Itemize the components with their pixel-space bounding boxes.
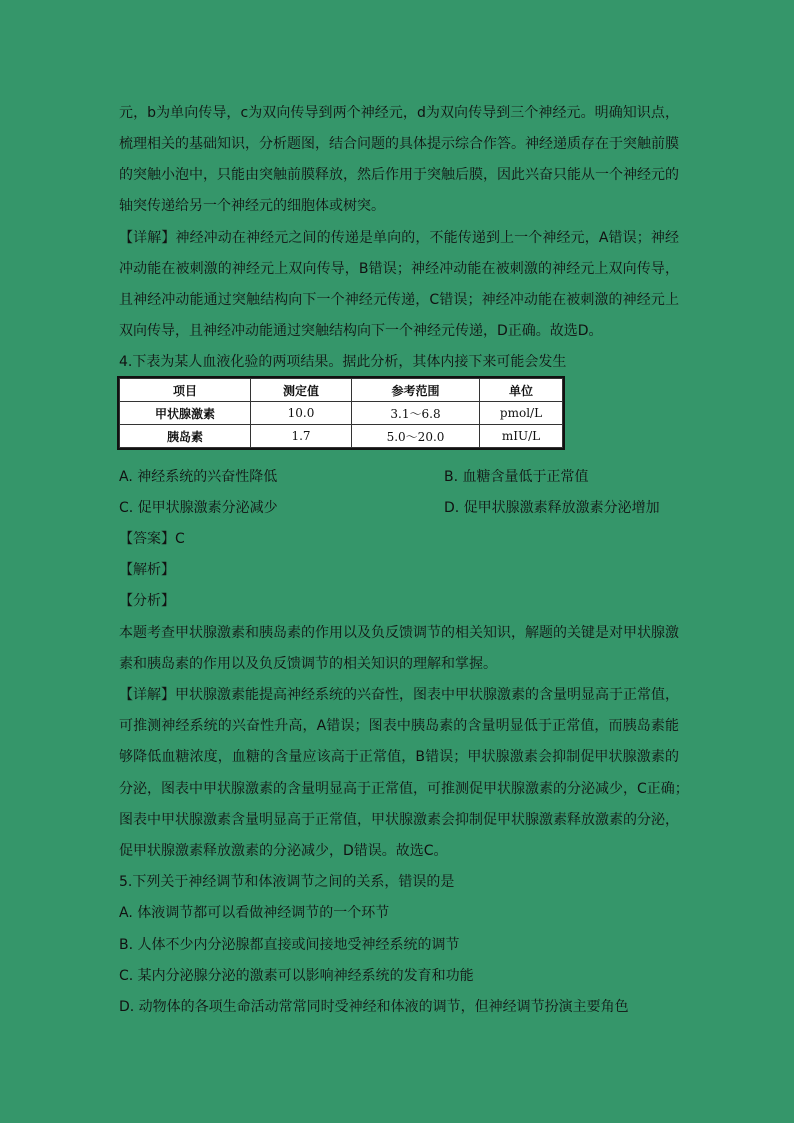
- text-line: 且神经冲动能通过突触结构向下一个神经元传递，C错误；神经冲动能在被刺激的神经元上: [119, 292, 679, 308]
- text-line: 促甲状腺激素释放激素的分泌减少，D错误。故选C。: [119, 843, 448, 859]
- table-header: 项目: [120, 379, 251, 402]
- table-cell: 3.1～6.8: [352, 402, 480, 425]
- text-line: 可推测神经系统的兴奋性升高，A错误；图表中胰岛素的含量明显低于正常值，而胰岛素能: [119, 718, 679, 734]
- option-c: C. 某内分泌腺分泌的激素可以影响神经系统的发育和功能: [119, 968, 474, 984]
- text-line: 素和胰岛素的作用以及负反馈调节的相关知识的理解和掌握。: [119, 656, 497, 672]
- text-line: 冲动能在被刺激的神经元上双向传导，B错误；神经冲动能在被刺激的神经元上双向传导，: [119, 261, 679, 277]
- table-row: [120, 402, 563, 425]
- option-c: C. 促甲状腺激素分泌减少: [119, 500, 278, 516]
- text-line: 双向传导，且神经冲动能通过突触结构向下一个神经元传递，D正确。故选D。: [119, 323, 603, 339]
- text-line: 分泌，图表中甲状腺激素的含量明显高于正常值，可推测促甲状腺激素的分泌减少，C正确；: [119, 781, 689, 797]
- table-header: 参考范围: [352, 379, 480, 402]
- fenxi-label: 【分析】: [119, 593, 175, 609]
- answer-label: 【答案】C: [119, 531, 185, 547]
- table-cell: pmol/L: [480, 402, 563, 425]
- option-b: B. 血糖含量低于正常值: [444, 469, 589, 485]
- table-cell: 胰岛素: [120, 425, 251, 448]
- text-line: 够降低血糖浓度，血糖的含量应该高于正常值，B错误；甲状腺激素会抑制促甲状腺激素的: [119, 749, 679, 765]
- text-line: 梳理相关的基础知识，分析题图，结合问题的具体提示综合作答。神经递质存在于突触前膜: [119, 136, 679, 152]
- option-b: B. 人体不少内分泌腺都直接或间接地受神经系统的调节: [119, 937, 460, 953]
- table-cell: 甲状腺激素: [120, 402, 251, 425]
- table-header: 测定值: [251, 379, 352, 402]
- option-d: D. 促甲状腺激素释放激素分泌增加: [444, 500, 660, 516]
- text-line: 本题考查甲状腺激素和胰岛素的作用以及负反馈调节的相关知识，解题的关键是对甲状腺激: [119, 625, 679, 641]
- option-d: D. 动物体的各项生命活动常常同时受神经和体液的调节，但神经调节扮演主要角色: [119, 999, 629, 1015]
- text-line: 的突触小泡中，只能由突触前膜释放，然后作用于突触后膜，因此兴奋只能从一个神经元的: [119, 167, 679, 183]
- text-line: 元，b为单向传导，c为双向传导到两个神经元，d为双向传导到三个神经元。明确知识点，: [119, 105, 679, 121]
- text-line: 【详解】甲状腺激素能提高神经系统的兴奋性，图表中甲状腺激素的含量明显高于正常值，: [119, 687, 679, 703]
- table-cell: 10.0: [251, 402, 352, 425]
- text-line: 【详解】神经冲动在神经元之间的传递是单向的，不能传递到上一个神经元，A错误；神经: [119, 230, 679, 246]
- question-stem: 4.下表为某人血液化验的两项结果。据此分析，其体内接下来可能会发生: [119, 354, 567, 370]
- table-cell: mIU/L: [480, 425, 563, 448]
- option-a: A. 神经系统的兴奋性降低: [119, 469, 278, 485]
- analysis-label: 【解析】: [119, 562, 175, 578]
- text-line: 轴突传递给另一个神经元的细胞体或树突。: [119, 198, 385, 214]
- option-a: A. 体液调节都可以看做神经调节的一个环节: [119, 905, 390, 921]
- table-header-row: [120, 379, 563, 402]
- table-row: [120, 425, 563, 448]
- lab-results-table: [119, 378, 563, 448]
- question-stem: 5.下列关于神经调节和体液调节之间的关系，错误的是: [119, 874, 455, 890]
- table-cell: 5.0～20.0: [352, 425, 480, 448]
- table-cell: 1.7: [251, 425, 352, 448]
- table-header: 单位: [480, 379, 563, 402]
- text-line: 图表中甲状腺激素含量明显高于正常值，甲状腺激素会抑制促甲状腺激素释放激素的分泌，: [119, 812, 679, 828]
